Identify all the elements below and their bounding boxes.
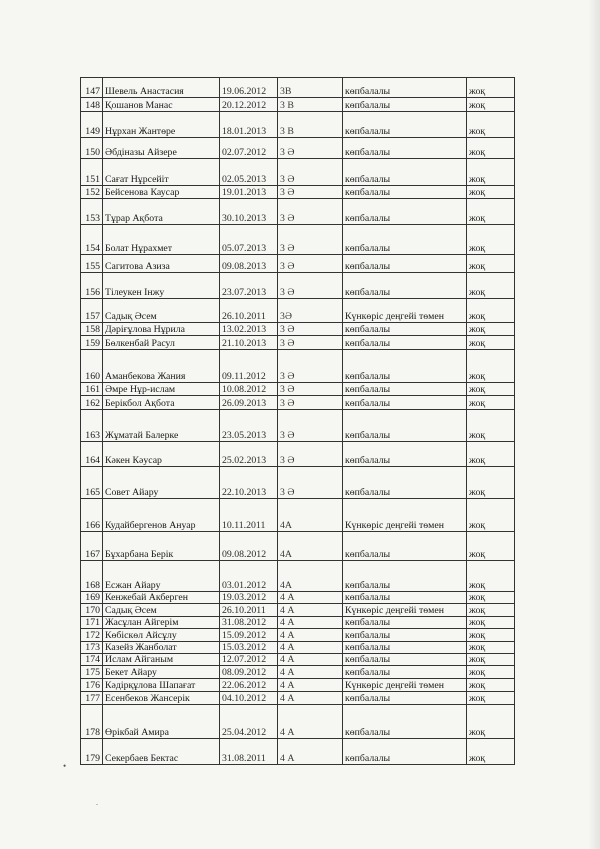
family-status: Күнкөріс деңгейі төмен: [343, 499, 467, 532]
class-name: 3 Ә: [278, 336, 343, 350]
birth-date: 21.10.2013: [220, 336, 278, 350]
class-name: 3 В: [278, 112, 343, 138]
class-name: 4А: [278, 561, 343, 592]
flag-value: жоқ: [467, 532, 515, 561]
flag-value: жоқ: [467, 592, 515, 604]
flag-value: жоқ: [467, 78, 515, 98]
birth-date: 20.12.2012: [220, 98, 278, 112]
birth-date: 26.09.2013: [220, 396, 278, 410]
student-name: Нұрхан Жантөре: [103, 112, 220, 138]
student-name: Дәріғұлова Нұрила: [103, 323, 220, 336]
flag-value: жоқ: [467, 336, 515, 350]
table-row: [81, 350, 515, 383]
family-status: көпбалалы: [343, 112, 467, 138]
row-number: 165: [81, 467, 103, 499]
table-row: [81, 705, 515, 739]
class-name: 4А: [278, 499, 343, 532]
class-name: 3 Ә: [278, 159, 343, 186]
flag-value: жоқ: [467, 410, 515, 442]
family-status: Күнкөріс деңгейі төмен: [343, 679, 467, 692]
birth-date: 03.01.2012: [220, 561, 278, 592]
student-name: Бейсенова Каусар: [103, 186, 220, 199]
row-number: 178: [81, 705, 103, 739]
table-row: [81, 225, 515, 255]
flag-value: жоқ: [467, 186, 515, 199]
flag-value: жоқ: [467, 199, 515, 225]
student-name: Кудайбергенов Ануар: [103, 499, 220, 532]
class-name: 4 А: [278, 592, 343, 604]
birth-date: 10.08.2012: [220, 383, 278, 396]
row-number: 171: [81, 617, 103, 629]
class-name: 4 А: [278, 666, 343, 679]
family-status: көпбалалы: [343, 705, 467, 739]
table-row: [81, 336, 515, 350]
birth-date: 09.08.2013: [220, 255, 278, 273]
student-name: Бекет Айару: [103, 666, 220, 679]
class-name: 3 Ә: [278, 199, 343, 225]
class-name: 3 Ә: [278, 323, 343, 336]
row-number: 161: [81, 383, 103, 396]
row-number: 174: [81, 654, 103, 666]
table-row: [81, 323, 515, 336]
family-status: көпбалалы: [343, 629, 467, 642]
class-name: 3 Ә: [278, 383, 343, 396]
row-number: 150: [81, 138, 103, 159]
birth-date: 19.01.2013: [220, 186, 278, 199]
class-name: 3В: [278, 78, 343, 98]
table-row: [81, 617, 515, 629]
row-number: 175: [81, 666, 103, 679]
birth-date: 05.07.2013: [220, 225, 278, 255]
student-name: Сагитова Азиза: [103, 255, 220, 273]
family-status: көпбалалы: [343, 617, 467, 629]
row-number: 166: [81, 499, 103, 532]
student-name: Аманбекова Жания: [103, 350, 220, 383]
flag-value: жоқ: [467, 396, 515, 410]
birth-date: 25.04.2012: [220, 705, 278, 739]
birth-date: 25.02.2013: [220, 442, 278, 467]
class-name: 4 А: [278, 617, 343, 629]
class-name: 3 Ә: [278, 273, 343, 299]
student-name: Өрікбай Амира: [103, 705, 220, 739]
table-row: [81, 561, 515, 592]
flag-value: жоқ: [467, 273, 515, 299]
row-number: 154: [81, 225, 103, 255]
family-status: көпбалалы: [343, 255, 467, 273]
student-name: Кәкен Кәусар: [103, 442, 220, 467]
table-row: [81, 679, 515, 692]
family-status: көпбалалы: [343, 159, 467, 186]
table-row: [81, 604, 515, 617]
flag-value: жоқ: [467, 666, 515, 679]
student-name: Жұматай Балерке: [103, 410, 220, 442]
row-number: 173: [81, 642, 103, 654]
class-name: 3 Ә: [278, 255, 343, 273]
family-status: көпбалалы: [343, 666, 467, 679]
table-row: [81, 383, 515, 396]
table-row: [81, 442, 515, 467]
flag-value: жоқ: [467, 617, 515, 629]
row-number: 164: [81, 442, 103, 467]
flag-value: жоқ: [467, 679, 515, 692]
class-name: 3 Ә: [278, 225, 343, 255]
birth-date: 31.08.2012: [220, 617, 278, 629]
student-name: Берікбол Ақбота: [103, 396, 220, 410]
class-name: 4 А: [278, 692, 343, 705]
student-name: Есжан Айару: [103, 561, 220, 592]
student-name: Болат Нұрахмет: [103, 225, 220, 255]
student-name: Кенжебай Акберген: [103, 592, 220, 604]
flag-value: жоқ: [467, 138, 515, 159]
flag-value: жоқ: [467, 604, 515, 617]
flag-value: жоқ: [467, 739, 515, 765]
class-name: 4 А: [278, 679, 343, 692]
family-status: көпбалалы: [343, 199, 467, 225]
class-name: 3 В: [278, 98, 343, 112]
family-status: көпбалалы: [343, 78, 467, 98]
row-number: 147: [81, 78, 103, 98]
table-row: [81, 532, 515, 561]
table-row: [81, 199, 515, 225]
family-status: көпбалалы: [343, 532, 467, 561]
student-name: Сағат Нұрсейіт: [103, 159, 220, 186]
family-status: көпбалалы: [343, 225, 467, 255]
row-number: 153: [81, 199, 103, 225]
class-name: 4 А: [278, 705, 343, 739]
family-status: көпбалалы: [343, 467, 467, 499]
table-row: [81, 186, 515, 199]
row-number: 156: [81, 273, 103, 299]
flag-value: жоқ: [467, 112, 515, 138]
birth-date: 18.01.2013: [220, 112, 278, 138]
flag-value: жоқ: [467, 692, 515, 705]
class-name: 4 А: [278, 629, 343, 642]
flag-value: жоқ: [467, 299, 515, 323]
family-status: көпбалалы: [343, 561, 467, 592]
student-name: Әмре Нұр-ислам: [103, 383, 220, 396]
birth-date: 13.02.2013: [220, 323, 278, 336]
table-row: [81, 138, 515, 159]
family-status: көпбалалы: [343, 692, 467, 705]
class-name: 3 Ә: [278, 410, 343, 442]
birth-date: 02.05.2013: [220, 159, 278, 186]
student-name: Тілеукен Інжу: [103, 273, 220, 299]
class-name: 3 Ә: [278, 186, 343, 199]
table-row: [81, 98, 515, 112]
flag-value: жоқ: [467, 654, 515, 666]
birth-date: 19.03.2012: [220, 592, 278, 604]
table-row: [81, 396, 515, 410]
table-row: [81, 642, 515, 654]
student-name: Шевель Анастасия: [103, 78, 220, 98]
table-row: [81, 654, 515, 666]
row-number: 148: [81, 98, 103, 112]
birth-date: 12.07.2012: [220, 654, 278, 666]
birth-date: 22.06.2012: [220, 679, 278, 692]
class-name: 3 Ә: [278, 442, 343, 467]
family-status: көпбалалы: [343, 350, 467, 383]
row-number: 155: [81, 255, 103, 273]
flag-value: жоқ: [467, 323, 515, 336]
class-name: 4 А: [278, 654, 343, 666]
birth-date: 15.03.2012: [220, 642, 278, 654]
birth-date: 22.10.2013: [220, 467, 278, 499]
class-name: 3 Ә: [278, 467, 343, 499]
student-name: Көбіскөл Айсұлу: [103, 629, 220, 642]
table-row: [81, 299, 515, 323]
birth-date: 31.08.2011: [220, 739, 278, 765]
student-name: Совет Айару: [103, 467, 220, 499]
page-edge-shadow: [588, 0, 600, 849]
table-row: [81, 159, 515, 186]
row-number: 162: [81, 396, 103, 410]
flag-value: жоқ: [467, 629, 515, 642]
row-number: 160: [81, 350, 103, 383]
table-row: [81, 692, 515, 705]
student-name: Жасұлан Айгерім: [103, 617, 220, 629]
family-status: көпбалалы: [343, 138, 467, 159]
flag-value: жоқ: [467, 98, 515, 112]
margin-mark: •: [63, 761, 67, 771]
class-name: 4А: [278, 532, 343, 561]
flag-value: жоқ: [467, 255, 515, 273]
birth-date: 30.10.2013: [220, 199, 278, 225]
family-status: көпбалалы: [343, 336, 467, 350]
birth-date: 08.09.2012: [220, 666, 278, 679]
student-name: Казейз Жанболат: [103, 642, 220, 654]
flag-value: жоқ: [467, 705, 515, 739]
birth-date: 19.06.2012: [220, 78, 278, 98]
family-status: көпбалалы: [343, 98, 467, 112]
row-number: 159: [81, 336, 103, 350]
birth-date: 09.11.2012: [220, 350, 278, 383]
flag-value: жоқ: [467, 225, 515, 255]
class-name: 4 А: [278, 642, 343, 654]
family-status: көпбалалы: [343, 396, 467, 410]
birth-date: 02.07.2012: [220, 138, 278, 159]
flag-value: жоқ: [467, 350, 515, 383]
family-status: Күнкөріс деңгейі төмен: [343, 604, 467, 617]
bottom-dot-mark: .: [96, 798, 98, 807]
table-row: [81, 666, 515, 679]
class-name: 3 Ә: [278, 138, 343, 159]
student-name: Бұхарбана Берік: [103, 532, 220, 561]
row-number: 151: [81, 159, 103, 186]
family-status: көпбалалы: [343, 442, 467, 467]
row-number: 168: [81, 561, 103, 592]
student-name: Әбдіназы Айзере: [103, 138, 220, 159]
row-number: 172: [81, 629, 103, 642]
row-number: 152: [81, 186, 103, 199]
family-status: көпбалалы: [343, 186, 467, 199]
row-number: 170: [81, 604, 103, 617]
student-name: Кәдірқұлова Шапағат: [103, 679, 220, 692]
student-name: Бөлкенбай Расул: [103, 336, 220, 350]
row-number: 177: [81, 692, 103, 705]
table-row: [81, 739, 515, 765]
family-status: көпбалалы: [343, 410, 467, 442]
flag-value: жоқ: [467, 561, 515, 592]
table-body: [81, 78, 515, 765]
class-name: 3 Ә: [278, 396, 343, 410]
table-row: [81, 255, 515, 273]
table-row: [81, 629, 515, 642]
student-name: Садық Әсем: [103, 604, 220, 617]
family-status: көпбалалы: [343, 739, 467, 765]
row-number: 169: [81, 592, 103, 604]
family-status: көпбалалы: [343, 642, 467, 654]
row-number: 158: [81, 323, 103, 336]
birth-date: 09.08.2012: [220, 532, 278, 561]
family-status: көпбалалы: [343, 383, 467, 396]
birth-date: 04.10.2012: [220, 692, 278, 705]
flag-value: жоқ: [467, 642, 515, 654]
table-row: [81, 592, 515, 604]
flag-value: жоқ: [467, 383, 515, 396]
birth-date: 10.11.2011: [220, 499, 278, 532]
class-name: 4 А: [278, 739, 343, 765]
row-number: 167: [81, 532, 103, 561]
table-row: [81, 78, 515, 98]
birth-date: 15.09.2012: [220, 629, 278, 642]
table-row: [81, 273, 515, 299]
flag-value: жоқ: [467, 159, 515, 186]
student-name: Ислам Айганым: [103, 654, 220, 666]
student-list-table: [80, 77, 515, 765]
student-name: Тұрар Ақбота: [103, 199, 220, 225]
birth-date: 23.07.2013: [220, 273, 278, 299]
birth-date: 26.10.2011: [220, 604, 278, 617]
row-number: 179: [81, 739, 103, 765]
birth-date: 23.05.2013: [220, 410, 278, 442]
class-name: 4 А: [278, 604, 343, 617]
birth-date: 26.10.2011: [220, 299, 278, 323]
table-row: [81, 499, 515, 532]
row-number: 149: [81, 112, 103, 138]
class-name: 3Ә: [278, 299, 343, 323]
class-name: 3 Ә: [278, 350, 343, 383]
family-status: көпбалалы: [343, 323, 467, 336]
student-name: Секербаев Бектас: [103, 739, 220, 765]
table-row: [81, 410, 515, 442]
family-status: көпбалалы: [343, 273, 467, 299]
flag-value: жоқ: [467, 467, 515, 499]
table-row: [81, 112, 515, 138]
student-name: Садық Әсем: [103, 299, 220, 323]
flag-value: жоқ: [467, 442, 515, 467]
row-number: 163: [81, 410, 103, 442]
table-row: [81, 467, 515, 499]
flag-value: жоқ: [467, 499, 515, 532]
student-name: Есенбеков Жансерік: [103, 692, 220, 705]
row-number: 176: [81, 679, 103, 692]
family-status: көпбалалы: [343, 592, 467, 604]
family-status: көпбалалы: [343, 654, 467, 666]
student-name: Қошанов Манас: [103, 98, 220, 112]
family-status: Күнкөріс деңгейі төмен: [343, 299, 467, 323]
row-number: 157: [81, 299, 103, 323]
